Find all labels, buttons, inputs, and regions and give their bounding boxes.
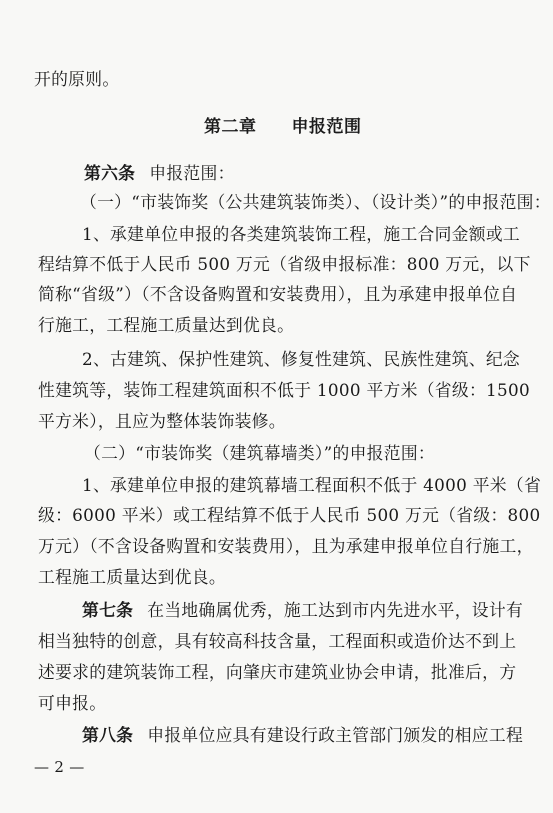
paragraph-line: 行施工，工程施工质量达到优良。 — [38, 315, 295, 335]
article-6-heading: 申报范围： — [149, 163, 235, 183]
paragraph-line: 开的原则。 — [34, 69, 120, 89]
paragraph-line: 述要求的建筑装饰工程，向肇庆市建筑业协会申请，批准后，方 — [38, 662, 517, 682]
page-number: — 2 — — [34, 758, 85, 776]
paragraph-line: （二）“市装饰奖（建筑幕墙类）”的申报范围： — [84, 443, 435, 463]
article-8-text: 申报单位应具有建设行政主管部门颁发的相应工程 — [147, 725, 524, 745]
article-8-label: 第八条 — [82, 725, 134, 745]
paragraph-line: （一）“市装饰奖（公共建筑装饰类）、（设计类）”的申报范围： — [80, 192, 551, 212]
paragraph-line: 1、承建单位申报的各类建筑装饰工程，施工合同金额或工 — [82, 224, 521, 244]
paragraph-line: 工程施工质量达到优良。 — [38, 567, 226, 587]
paragraph-line: 程结算不低于人民币 500 万元（省级申报标准：800 万元，以下 — [38, 254, 531, 274]
paragraph-line: 性建筑等，装饰工程建筑面积不低于 1000 平方米（省级：1500 — [38, 380, 530, 400]
paragraph-line: 可申报。 — [38, 693, 107, 713]
article-6-line — [84, 162, 235, 184]
article-8-line — [82, 724, 523, 746]
paragraph-line: 1、承建单位申报的建筑幕墙工程面积不低于 4000 平米（省 — [82, 475, 542, 495]
article-7-text: 在当地确属优秀，施工达到市内先进水平，设计有 — [147, 600, 524, 620]
paragraph-line: 平方米），且应为整体装饰装修。 — [38, 411, 286, 431]
paragraph-line: 2、古建筑、保护性建筑、修复性建筑、民族性建筑、纪念 — [82, 349, 521, 369]
article-7-line — [82, 599, 524, 621]
chapter-title: 第二章 申报范围 — [204, 117, 362, 137]
paragraph-line: 相当独特的创意，具有较高科技含量，工程面积或造价达不到上 — [38, 631, 517, 651]
article-7-label: 第七条 — [82, 600, 134, 620]
paragraph-line: 万元）（不含设备购置和安装费用），且为承建申报单位自行施工， — [38, 536, 534, 556]
paragraph-line: 级：6000 平米）或工程结算不低于人民币 500 万元（省级：800 — [38, 505, 541, 525]
article-6-label: 第六条 — [84, 163, 136, 183]
paragraph-line: 简称“省级”）（不含设备购置和安装费用），且为承建申报单位自 — [38, 284, 518, 304]
